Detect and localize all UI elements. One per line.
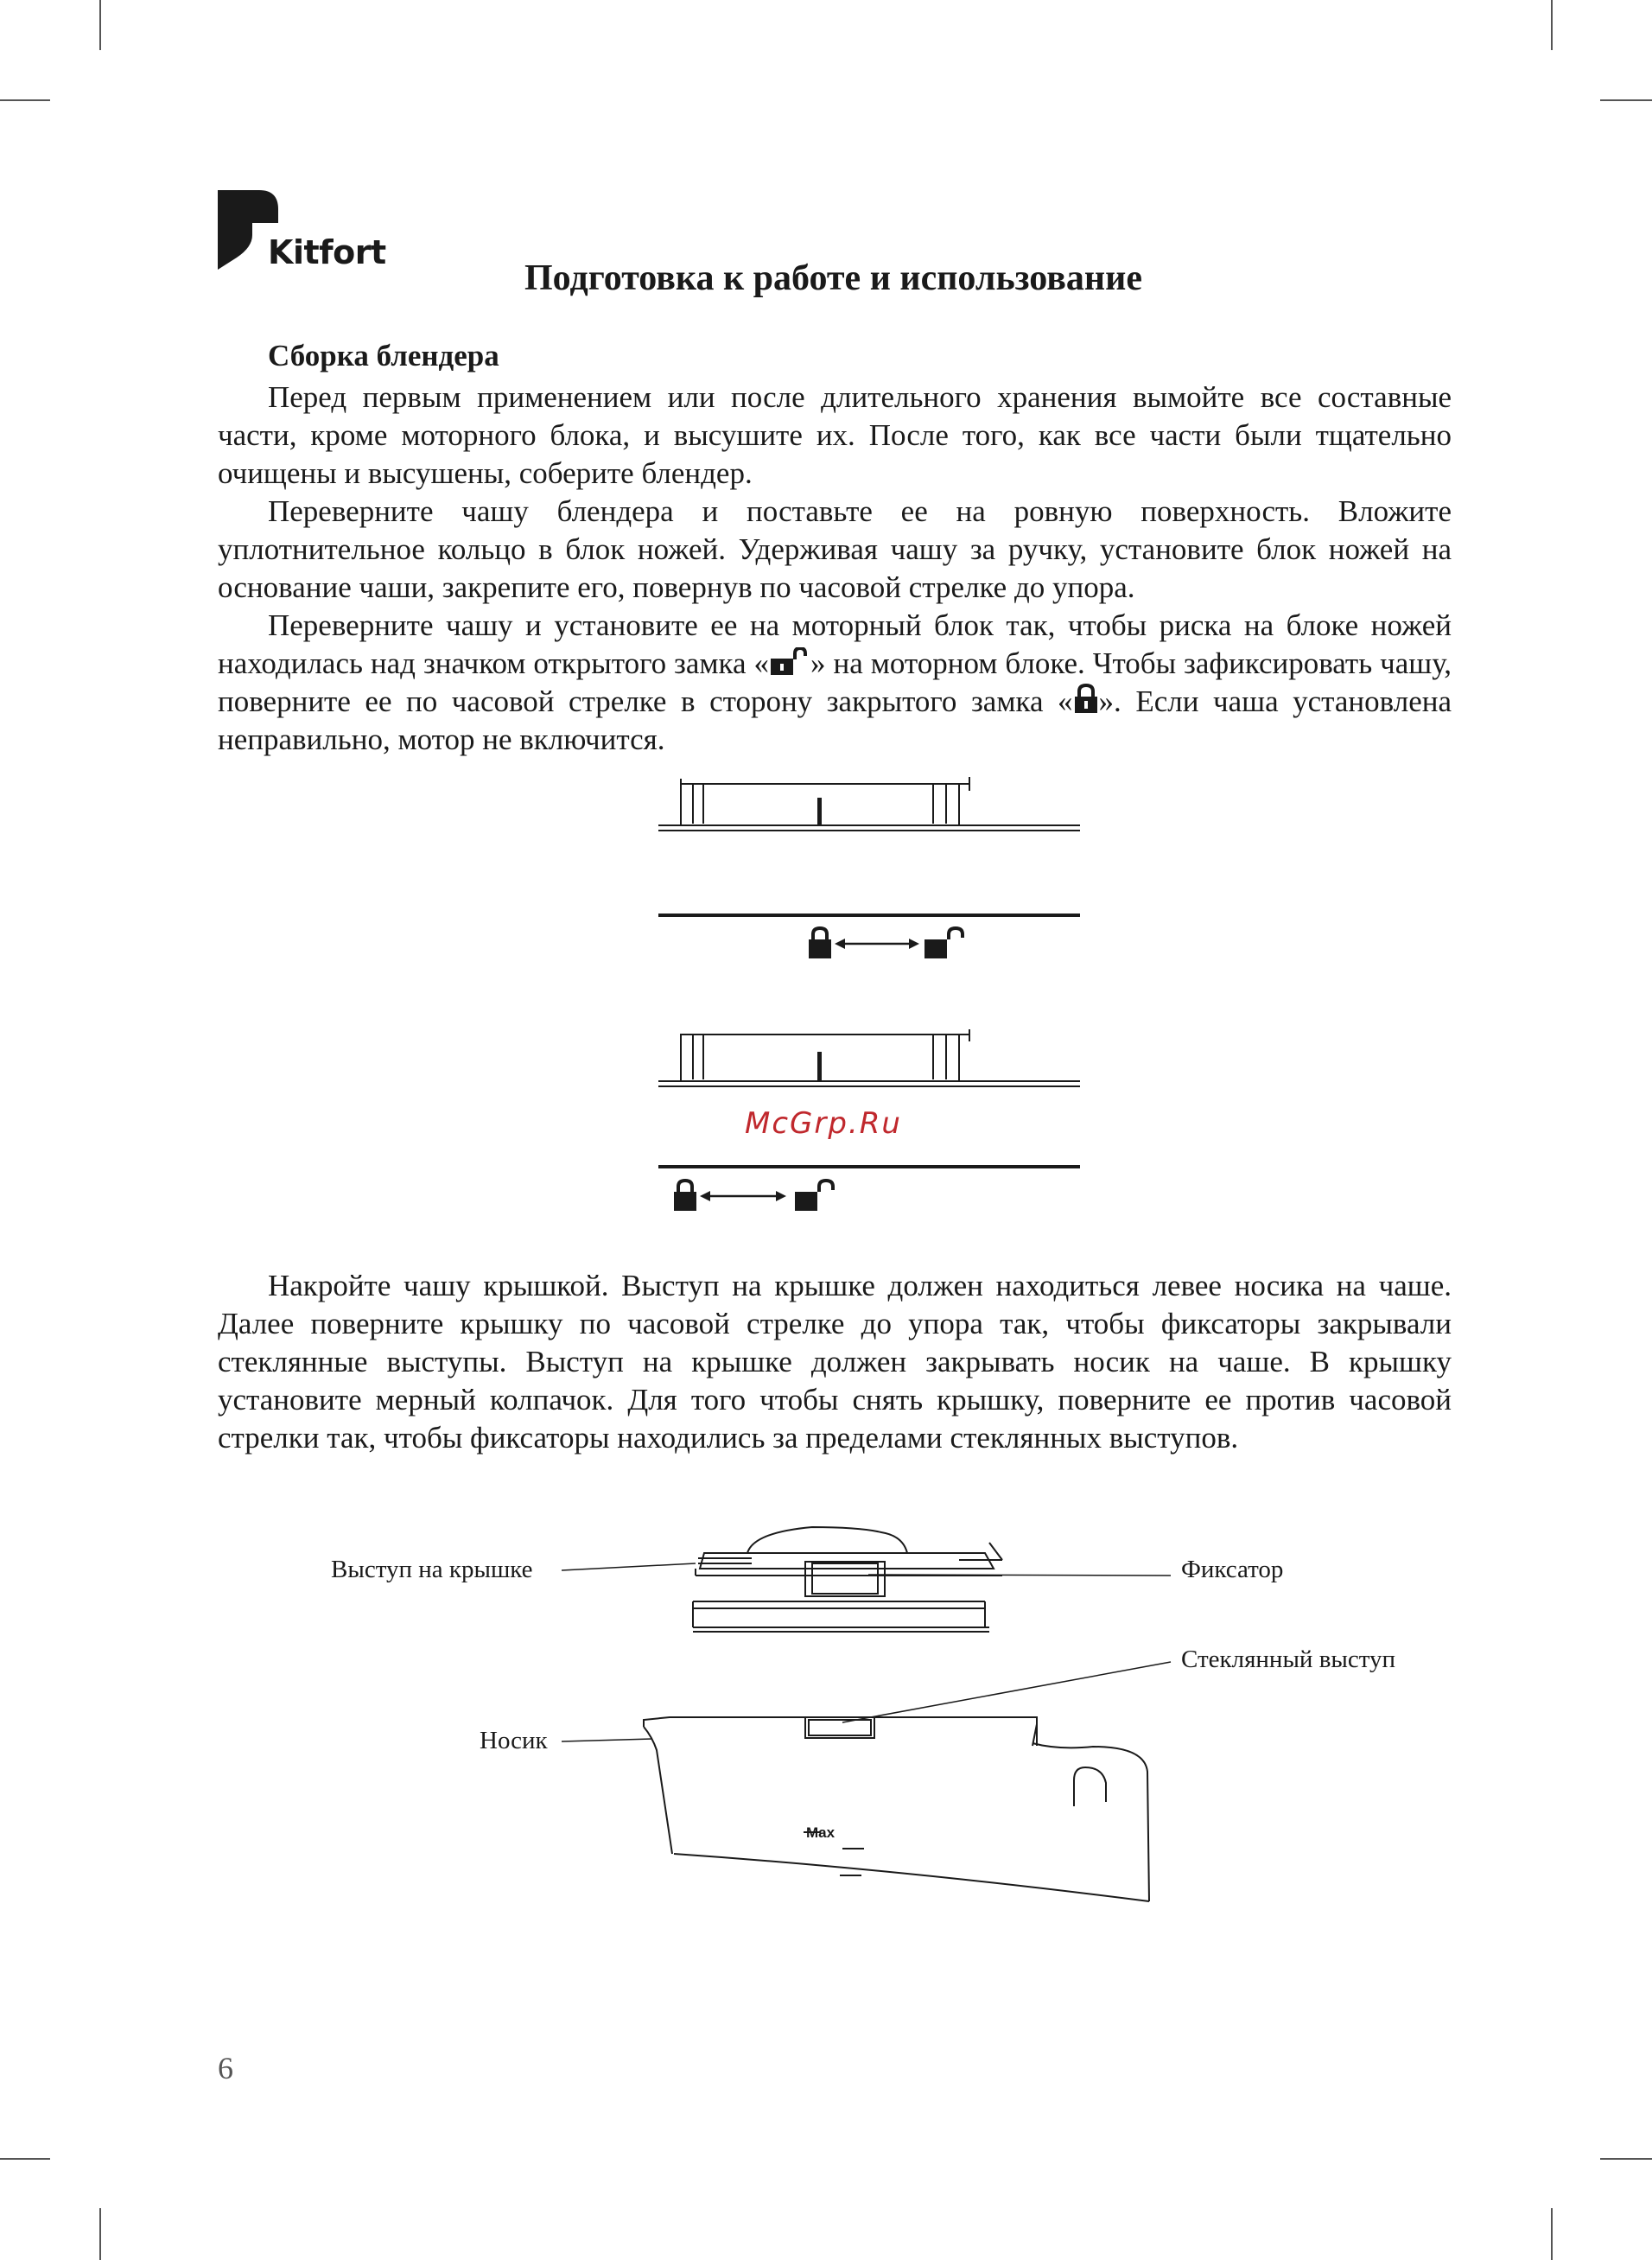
- open-lock-icon: [795, 1181, 833, 1211]
- paragraph-mount-jar-part1: Переверните чашу и установите ее на моторный блок так, чтобы риска на блоке ножей находилась над значком открытого замка «: [218, 608, 1452, 680]
- lid-drawing: [693, 1527, 1002, 1632]
- section-heading: Сборка блендера: [268, 339, 499, 372]
- crop-mark: [1551, 2208, 1553, 2260]
- alignment-diagram-main: [648, 773, 1089, 1223]
- brand-name: Kitfort: [268, 233, 386, 271]
- crop-mark: [1600, 2158, 1652, 2160]
- label-spout: Носик: [480, 1727, 548, 1754]
- watermark: McGrp.Ru: [745, 1106, 902, 1141]
- closed-lock-icon: [809, 928, 831, 958]
- crop-mark: [99, 0, 101, 50]
- paragraph-mount-jar-part3: ». Если чаша установлена неправильно, мотор не включится.: [218, 684, 1452, 756]
- page-title: Подготовка к работе и использование: [524, 258, 1142, 298]
- paragraph-mount-jar-part2: » на моторном блоке. Чтобы зафиксировать чашу, поверните ее по часовой стрелке в сторону закрытого замка «: [218, 646, 1452, 718]
- crop-mark: [1551, 0, 1553, 50]
- page-number: 6: [218, 2051, 233, 2085]
- closed-lock-icon: [674, 1181, 696, 1211]
- crop-mark: [0, 2158, 50, 2160]
- crop-mark: [0, 99, 50, 101]
- crop-mark: [99, 2208, 101, 2260]
- paragraph-knife-block: Переверните чашу блендера и поставьте ее на ровную поверхность. Вложите уплотнительное кольцо в блок ножей. Удерживая чашу за ручку, установите блок ножей на основание чаши, закрепите его, повернув по часовой стрелке до упора.: [218, 494, 1452, 604]
- max-mark: Max: [806, 1824, 836, 1841]
- open-lock-icon: [769, 647, 810, 677]
- double-arrow-icon: [700, 1191, 786, 1201]
- label-glass-tab: Стеклянный выступ: [1181, 1646, 1396, 1673]
- open-lock-icon: [924, 928, 963, 958]
- closed-lock-icon: [1073, 684, 1099, 715]
- crop-mark: [1600, 99, 1652, 101]
- label-lid-tab: Выступ на крышке: [331, 1556, 533, 1583]
- callout-leaders: [562, 1563, 1171, 1741]
- lid-jar-diagram: [553, 1508, 1175, 1975]
- paragraph-lid: Накройте чашу крышкой. Выступ на крышке должен находиться левее носика на чаше. Далее поверните крышку по часовой стрелке до упора так, чтобы фиксаторы закрывали стеклянные выступы. Выступ на крышке должен закрывать носик на чаше. В крышку установите мерный колпачок. Для того чтобы снять крышку, поверните ее против часовой стрелки так, чтобы фиксаторы находились за пределами стеклянных выступов.: [218, 1269, 1452, 1455]
- alignment-mark: [817, 798, 822, 825]
- alignment-mark: [817, 1052, 822, 1081]
- double-arrow-icon: [835, 939, 919, 949]
- jar-drawing: [644, 1717, 1149, 1901]
- jar-base-bottom: [681, 1029, 969, 1081]
- jar-base-top: [681, 777, 969, 825]
- paragraph-mount-jar: [218, 607, 1452, 759]
- paragraph-wash: Перед первым применением или после длительного хранения вымойте все составные части, кроме моторного блока, и высушите их. После того, как все части были тщательно очищены и высушены, соберите блендер.: [218, 380, 1452, 490]
- label-latch: Фиксатор: [1181, 1556, 1284, 1583]
